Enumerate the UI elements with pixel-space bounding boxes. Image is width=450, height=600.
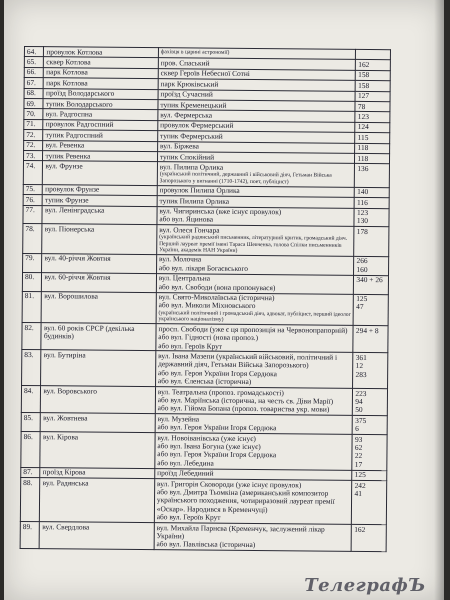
row-number: 78. (23, 224, 43, 254)
old-name-line: проїзд Володарського (45, 88, 115, 98)
row-number: 65. (24, 57, 44, 68)
old-street-name (41, 323, 156, 351)
row-number: 75. (23, 184, 43, 195)
new-name-line: або вул. Івана Богуна (уже існує) (157, 441, 261, 452)
vote-value: 123 (357, 111, 369, 121)
vote-value: 124 (357, 122, 369, 132)
vote-count (352, 480, 387, 524)
old-street-name (43, 161, 158, 185)
new-name-line: або вул. Свободи (вона пропонувася) (158, 281, 276, 292)
new-street-name (156, 273, 354, 294)
vote-value: 116 (357, 197, 368, 207)
vote-value: 47 (356, 302, 364, 312)
vote-value: 41 (354, 488, 362, 498)
vote-count (353, 416, 388, 435)
new-name-line: або вул. Павлівська (історична) (156, 539, 256, 550)
row-number: 88. (20, 478, 40, 522)
new-name-line: тупик Пилипа Орлика (159, 195, 230, 206)
new-name-line: провулок Пилипа Орлика (159, 185, 240, 196)
new-name-line: вул. Молочна (158, 254, 202, 264)
vote-count (355, 122, 390, 133)
new-name-line: пров. Спаський (160, 58, 210, 68)
old-name-line: вул. Жовтнева (43, 412, 88, 423)
table-row (21, 386, 387, 416)
new-name-line: або вул. Яцинова (159, 214, 214, 225)
vote-count (355, 112, 390, 123)
vote-value: 140 (357, 187, 369, 197)
row-number: 77. (23, 205, 43, 224)
row-number: 86. (21, 432, 41, 468)
vote-value: 94 (355, 396, 363, 406)
vote-count (353, 353, 388, 389)
new-name-line: проїзд Сучасний (160, 89, 213, 99)
vote-value: 12 (355, 361, 364, 371)
old-street-name (41, 350, 156, 387)
vote-value: 340 + 26 (356, 275, 383, 285)
page-edge-shadow (434, 0, 444, 600)
new-name-line: тупик Спокійний (159, 151, 215, 162)
new-name-line: вул. Свято-Миколаївська (історична) (158, 292, 275, 303)
vote-count (354, 256, 389, 275)
row-number: 84. (21, 386, 41, 413)
new-name-line: сквер Героїв Небесної Сотні (160, 68, 250, 79)
vote-count (352, 434, 387, 470)
new-street-name (157, 162, 355, 187)
new-street-name (156, 255, 354, 276)
vote-count (355, 143, 390, 154)
row-number: 74. (23, 161, 43, 184)
vote-count (356, 81, 391, 92)
vote-value: 130 (356, 216, 369, 226)
vote-count (355, 91, 390, 102)
old-street-name (40, 478, 155, 523)
row-number: 89. (20, 522, 40, 549)
new-name-line: або вул. Гійома Бопана (пропоз. товариства укр. мови) (157, 403, 330, 415)
name-description: фахівця в царині астрономії) (160, 48, 230, 56)
row-number: 82. (22, 323, 42, 350)
old-name-line: провулок Фрунзе (45, 184, 100, 194)
vote-count (354, 227, 389, 257)
new-name-line: вул. Біржева (159, 141, 199, 151)
row-number: 85. (21, 413, 41, 432)
new-street-name (156, 324, 354, 353)
old-name-line: проїзд Кірова (42, 467, 86, 477)
street-rename-table (20, 46, 391, 553)
new-street-name (157, 206, 355, 227)
vote-count (355, 101, 390, 112)
name-description: (український політичний і громадський діяч, адвокат, публіцист, перший ідеолог українського націоналізму) (158, 310, 351, 324)
new-name-line: вул. Івана Мазепи (український військовий, політичний і державний діяч, Гетьман Війська Запорозького) (158, 351, 338, 370)
old-name-line: вул. 60-річчя Жовтня (44, 272, 111, 283)
old-name-line: сквер Котлова (46, 57, 91, 67)
vote-value: 136 (357, 163, 369, 173)
row-number: 71. (24, 119, 44, 130)
row-number: 83. (22, 350, 42, 386)
vote-count (355, 133, 390, 144)
vote-value: 127 (357, 91, 370, 101)
new-name-line: тупик Фермерський (160, 130, 223, 141)
old-name-line: тупик Радгоспний (45, 129, 103, 140)
new-name-line: проїзд Лебединий (157, 468, 214, 478)
old-name-line: вул. Ленінградська (44, 205, 105, 215)
new-street-name (155, 387, 353, 416)
new-name-line: або вул. Миколи Міхновського (158, 300, 256, 311)
table-body (20, 47, 390, 553)
new-name-line: або вул. Лебедина (157, 457, 214, 468)
vote-value: 62 (354, 442, 363, 452)
vote-value: 242 (354, 480, 366, 490)
old-street-name (40, 432, 155, 469)
vote-value: 123 (356, 207, 369, 218)
table-row (22, 291, 388, 326)
new-name-line: або вул. Героїв Крут (156, 512, 221, 522)
new-name-line: або вул. Героя України Ігоря Сердюка (157, 449, 277, 460)
vote-value: 162 (354, 524, 366, 534)
vote-value: 22 (354, 451, 363, 461)
new-name-line: або вул. Гідності (нова пропоз.) (158, 332, 259, 343)
row-number: 80. (22, 272, 42, 291)
vote-count (353, 326, 388, 354)
new-street-name (155, 351, 353, 388)
old-street-name (42, 291, 157, 324)
vote-value: 158 (358, 70, 370, 80)
old-street-name (41, 413, 156, 433)
new-name-line: або вул. Маріїнська (історична, на честь св. Діви Марії) (157, 395, 334, 406)
table-row (20, 522, 386, 552)
vote-value: 158 (358, 80, 370, 90)
old-name-line: вул. 40-річчя Жовтня (44, 253, 111, 264)
old-name-line: тупик Володарського (45, 98, 113, 109)
vote-value: 78 (357, 101, 366, 111)
old-name-line: парк Котлова (46, 67, 88, 77)
row-number: 87. (21, 467, 41, 478)
table-row (21, 432, 387, 471)
old-name-line: вул. 60 років СРСР (декілька будинків) (43, 322, 135, 341)
old-name-line: вул. Радгоспна (45, 109, 93, 119)
old-name-line: провулок Котлова (46, 46, 103, 57)
old-name-line: тупик Ревенка (45, 150, 91, 161)
vote-count (353, 388, 388, 416)
vote-count (355, 153, 390, 164)
old-name-line: вул. Воровського (43, 385, 98, 396)
old-name-line: вул. Піонерська (44, 224, 95, 234)
vote-count (354, 208, 389, 227)
old-street-name (42, 272, 157, 292)
new-name-line: або вул. лікаря Богаєвського (158, 263, 248, 273)
vote-value: 178 (356, 226, 368, 236)
new-name-line: або вул. Єленська (історична) (157, 376, 252, 387)
row-number: 79. (23, 253, 43, 272)
row-number: 72. (24, 140, 44, 151)
vote-value: 93 (354, 434, 363, 444)
row-number: 76. (23, 195, 43, 206)
vote-value: 375 (355, 415, 367, 425)
table-row (22, 323, 388, 353)
new-name-line: або вул. Героя України Ігоря Сердюка (157, 367, 277, 378)
old-street-name (42, 205, 157, 225)
new-name-line: вул. Музейна (157, 413, 200, 424)
new-name-line: вул. Новоіванівська (уже існує) (157, 432, 256, 443)
vote-count (354, 275, 389, 294)
vote-count (356, 60, 391, 71)
vote-value: 294 + 8 (355, 325, 379, 335)
table-row (23, 161, 389, 187)
old-name-line: вул. Радянська (42, 477, 89, 488)
vote-value: 125 (354, 470, 366, 480)
new-name-line: просп. Свободи (уже є ця пропозиція на Червонопрапорній) (158, 323, 348, 335)
row-number: 81. (22, 291, 42, 323)
vote-count (356, 49, 391, 60)
vote-value: 115 (357, 132, 369, 142)
telegraf-watermark: ТелеграфЪ (304, 575, 426, 596)
vote-value: 125 (356, 293, 368, 304)
old-street-name (42, 224, 157, 255)
vote-count (355, 164, 390, 188)
row-number: 70. (24, 109, 44, 120)
vote-value: 283 (355, 369, 367, 379)
vote-value: 223 (355, 388, 367, 398)
new-name-line: або вул. Дмитра Тьомкіна (американський композитор українського походження, чотириразовий лауреат премії «Оскар». Народився в Кременчуці) (156, 487, 335, 514)
vote-count (353, 294, 388, 326)
new-name-line: вул. Чигиринська (вже існує провулок) (159, 206, 282, 217)
row-number: 66. (24, 67, 44, 78)
old-street-name (40, 522, 155, 550)
vote-value: 160 (356, 264, 368, 274)
new-name-line: тупик Кременецький (160, 99, 227, 110)
new-name-line: вул. Олеся Гончара (159, 225, 220, 235)
new-name-line: вул. Центральна (158, 273, 211, 283)
table-row (23, 224, 389, 257)
row-number: 72. (24, 130, 44, 141)
vote-count (352, 470, 387, 481)
old-street-name (42, 254, 157, 274)
old-name-line: вул. Свердлова (42, 521, 90, 532)
row-number: 64. (24, 47, 44, 58)
new-name-line: вул. Григорія Сковороди (уже існує провулок) (157, 478, 302, 490)
new-name-line: вул. Пилипа Орлика (159, 162, 224, 172)
vote-value: 118 (357, 153, 369, 163)
row-number: 68. (24, 88, 44, 99)
new-name-line: або вул. Героя України Ігоря Сердюка (157, 422, 277, 433)
row-number: 69. (24, 99, 44, 110)
vote-count (355, 197, 390, 208)
old-street-name (41, 386, 156, 414)
vote-value: 118 (357, 143, 369, 153)
vote-value: 266 (356, 256, 368, 266)
name-description: (український політичний, державний і військовий діяч, Гетьман Війська Запорозького у вигнанні (1710-1742), поет, публіцист) (159, 171, 332, 186)
new-name-line: або вул. Героїв Крут (158, 340, 223, 351)
table-row (20, 478, 386, 525)
new-street-name (156, 292, 354, 325)
new-street-name (155, 433, 353, 470)
row-number: 67. (24, 78, 44, 89)
old-name-line: вул. Бутиріна (43, 350, 86, 360)
vote-value: 6 (355, 424, 359, 434)
old-name-line: парк Котлова (46, 77, 88, 88)
new-street-name (154, 479, 352, 525)
old-name-line: вул. Кірова (42, 431, 79, 442)
row-number: 73. (23, 151, 43, 162)
old-name-line: провулок Радгоспний (45, 119, 114, 130)
vote-count (352, 525, 387, 553)
vote-count (355, 187, 390, 198)
new-street-name (155, 414, 353, 435)
old-name-line: тупик Фрунзе (45, 194, 89, 205)
vote-value: 361 (355, 352, 367, 362)
vote-value: 50 (355, 405, 363, 415)
new-name-line: вул. Театральна (пропоз. громадськості) (157, 386, 284, 397)
old-name-line: вул. Ревенка (45, 140, 85, 150)
document-page (4, 0, 444, 600)
new-name-line: провулок Фермерський (160, 120, 234, 131)
old-name-line: вул. Фрунзе (45, 161, 83, 171)
new-street-name (157, 225, 355, 256)
vote-value: 162 (358, 59, 370, 69)
table-row (22, 350, 388, 389)
old-name-line: вул. Ворошилова (44, 291, 98, 301)
vote-count (356, 70, 391, 81)
new-name-line: парк Крюківський (160, 78, 219, 89)
new-name-line: вул. Михайла Парнєва (Кременчук, заслужений лікар України) (156, 522, 325, 541)
vote-value: 17 (354, 459, 363, 469)
new-name-line: вул. Фермерська (160, 110, 213, 120)
new-street-name (154, 523, 352, 552)
name-description: (український радянський письменник, літературний критик, громадський діяч. Перший лауреат премії імені Тараса Шевченка, голова Спілки письменників України, академік НАН України) (159, 234, 348, 254)
